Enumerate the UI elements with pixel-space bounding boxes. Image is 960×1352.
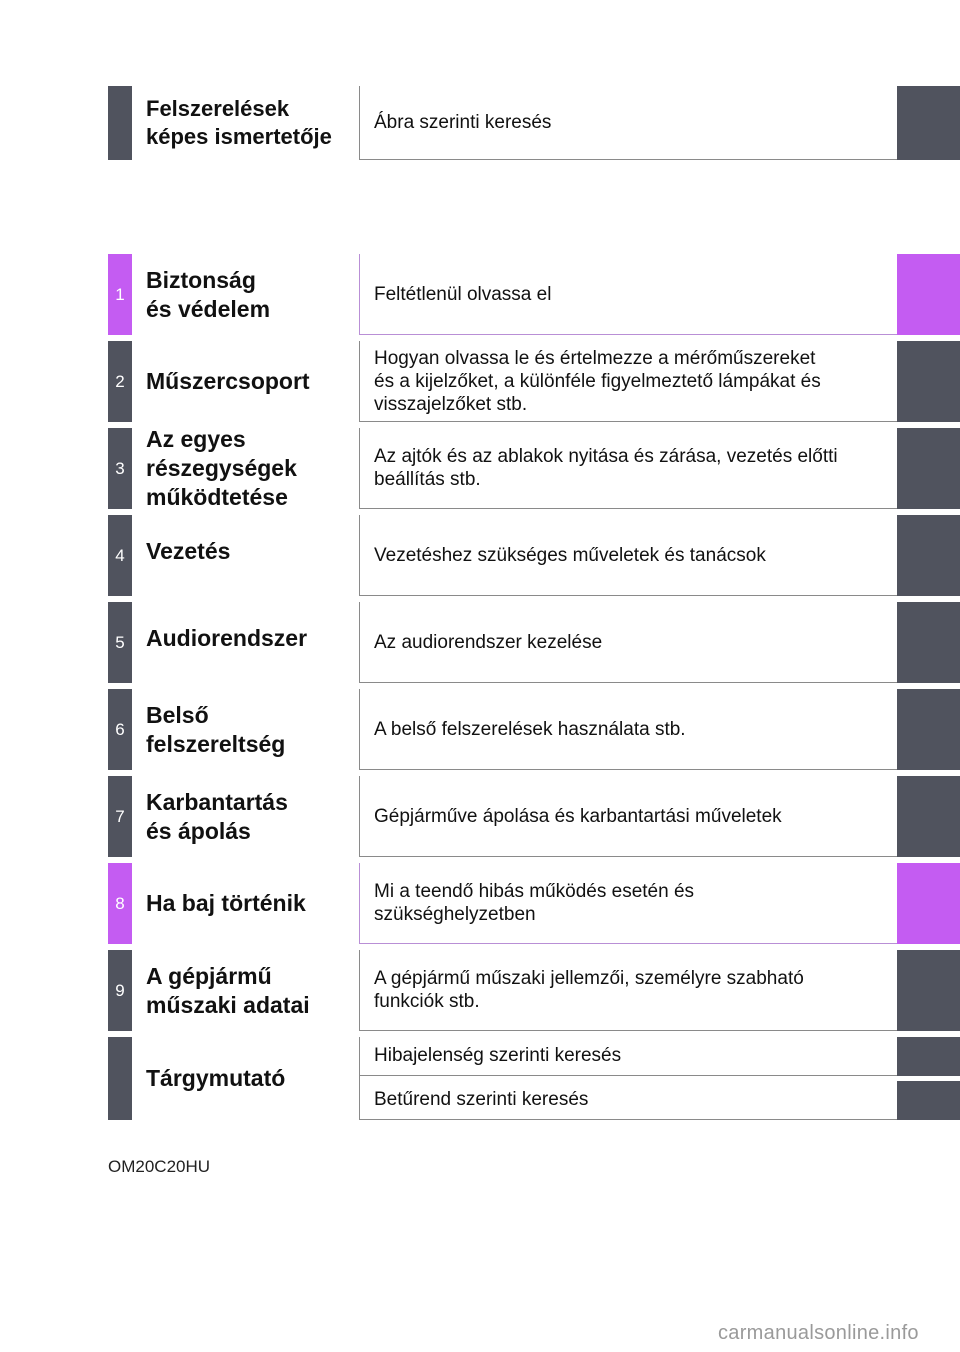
index-tab-symptom[interactable] [897,1037,960,1076]
chapter-title: Ha baj történik [146,890,306,916]
watermark: carmanualsonline.info [718,1322,919,1344]
header-row[interactable] [108,86,960,160]
chapter-tab[interactable] [897,341,960,422]
chapter-row-1[interactable] [108,254,960,335]
chapter-number: 5 [108,602,132,683]
chapter-tab[interactable] [897,515,960,596]
chapter-number: 7 [108,776,132,857]
chapter-tab[interactable] [897,863,960,944]
chapter-row-4[interactable] [108,515,960,596]
chapter-row-2[interactable] [108,341,960,422]
chapter-tab[interactable] [897,776,960,857]
chapter-title: A gépjármű műszaki adatai [146,962,310,1018]
chapter-description[interactable]: Hogyan olvassa le és értelmezze a mérőműszereket és a kijelzőket, a különféle figyelmeztető lámpákat és visszajelzőket stb. [359,341,897,422]
header-description[interactable]: Ábra szerinti keresés [359,86,897,160]
chapter-description[interactable]: Vezetéshez szükséges műveletek és tanácsok [359,515,897,596]
chapter-number: 3 [108,428,132,509]
chapter-description[interactable]: Az ajtók és az ablakok nyitása és zárása, vezetés előtti beállítás stb. [359,428,897,509]
index-title: Tárgymutató [146,1065,286,1091]
chapter-row-6[interactable] [108,689,960,770]
chapter-row-9[interactable] [108,950,960,1031]
chapter-tab[interactable] [897,428,960,509]
index-entry-symptom[interactable]: Hibajelenség szerinti keresés [360,1037,897,1076]
chapter-title: Audiorendszer [146,625,308,651]
chapter-tab[interactable] [897,602,960,683]
chapter-tab[interactable] [897,950,960,1031]
chapter-description[interactable]: A belső felszerelések használata stb. [359,689,897,770]
index-entries [359,1037,897,1120]
chapter-description[interactable]: A gépjármű műszaki jellemzői, személyre szabható funkciók stb. [359,950,897,1031]
index-tab-alphabetical[interactable] [897,1081,960,1120]
chapter-description[interactable]: Feltétlenül olvassa el [359,254,897,335]
chapter-row-3[interactable] [108,428,960,509]
chapter-number: 1 [108,254,132,335]
header-tab[interactable] [897,86,960,160]
index-side-marker [108,1037,132,1120]
chapter-description[interactable]: Mi a teendő hibás működés esetén és szükséghelyzetben [359,863,897,944]
chapter-description[interactable]: Az audiorendszer kezelése [359,602,897,683]
chapter-description[interactable]: Gépjárműve ápolása és karbantartási műveletek [359,776,897,857]
chapter-number: 9 [108,950,132,1031]
index-entry-alphabetical[interactable]: Betűrend szerinti keresés [360,1081,897,1120]
chapter-tab[interactable] [897,254,960,335]
chapter-row-8[interactable] [108,863,960,944]
chapter-tab[interactable] [897,689,960,770]
chapter-number: 8 [108,863,132,944]
header-side-marker [108,86,132,160]
chapter-title: Biztonság és védelem [146,266,271,322]
chapter-title: Karbantartás és ápolás [146,788,288,844]
chapter-title: Az egyes részegységek működtetése [146,426,297,510]
manual-code: OM20C20HU [108,1157,211,1176]
header-title: Felszerelések képes ismertetője [146,96,332,149]
chapter-row-5[interactable] [108,602,960,683]
chapter-title: Belső felszereltség [146,701,286,757]
chapter-number: 6 [108,689,132,770]
chapter-number: 4 [108,515,132,596]
chapter-row-7[interactable] [108,776,960,857]
chapter-number: 2 [108,341,132,422]
chapter-title: Műszercsoport [146,368,310,394]
index-row[interactable] [108,1037,960,1120]
chapter-title: Vezetés [146,538,231,564]
